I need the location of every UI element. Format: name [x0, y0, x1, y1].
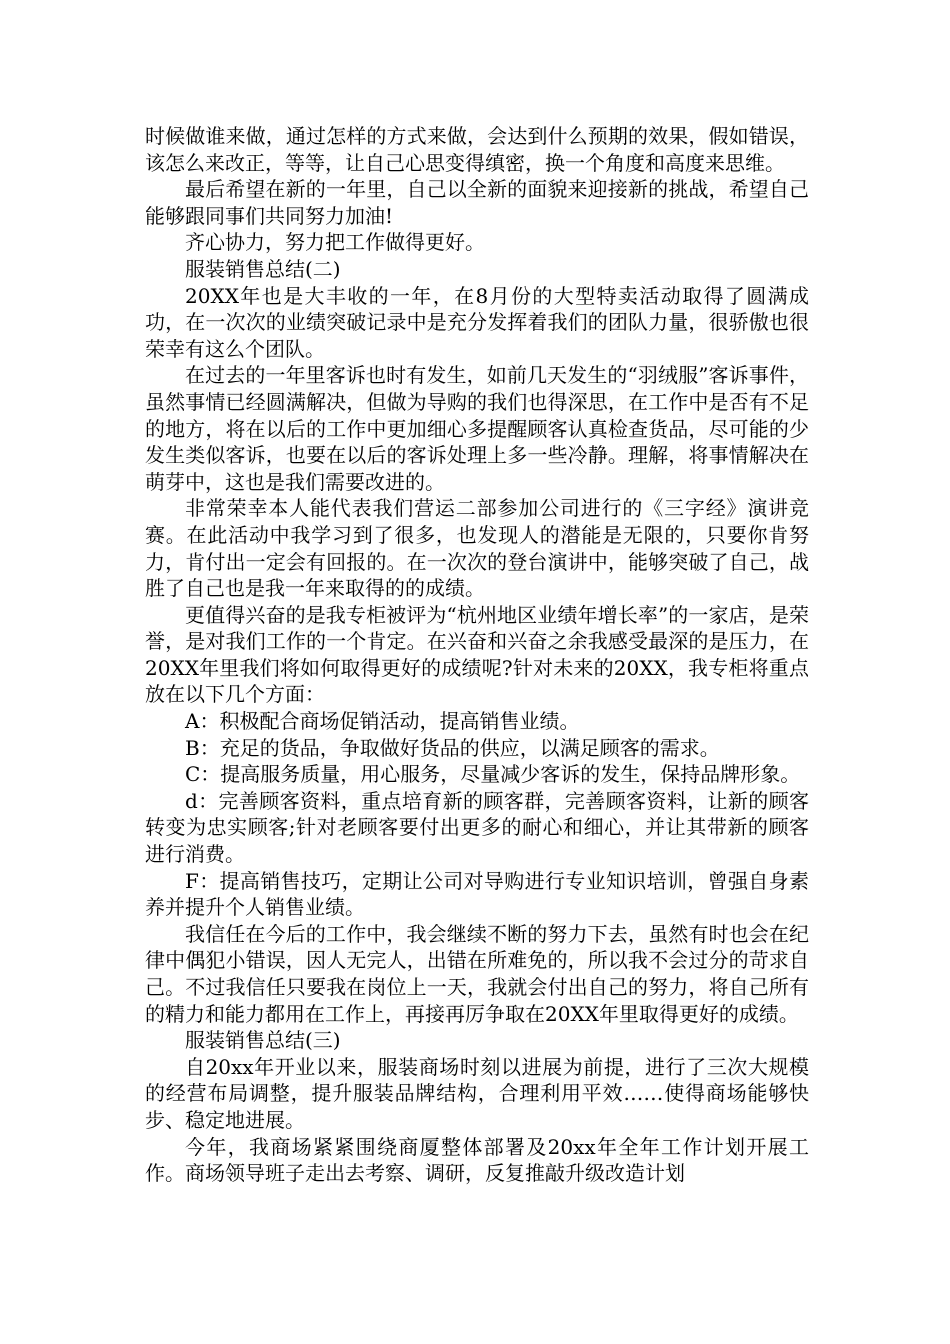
paragraph: 在过去的一年里客诉也时有发生，如前几天发生的“羽绒服”客诉事件，虽然事情已经圆满解决，但做为导购的我们也得深思，在工作中是否有不足的地方，将在以后的工作中更加细心多提醒顾客认真检查货品，尽可能的少发生类似客诉，也要在以后的客诉处理上多一些冷静。理解，将事情解决在萌芽中，这也是我们需要改进的。	[145, 363, 809, 494]
paragraph: 今年，我商场紧紧围绕商厦整体部署及20xx年全年工作计划开展工作。商场领导班子走出去考察、调研，反复推敲升级改造计划	[145, 1134, 809, 1186]
list-item: C：提高服务质量，用心服务，尽量减少客诉的发生，保持品牌形象。	[185, 762, 801, 787]
paragraph: 20XX年也是大丰收的一年，在8月份的大型特卖活动取得了圆满成功，在一次次的业绩突破记录中是充分发挥着我们的团队力量，很骄傲也很荣幸有这么个团队。	[145, 283, 809, 361]
list-item: d：完善顾客资料，重点培育新的顾客群，完善顾客资料，让新的顾客转变为忠实顾客;针对老顾客要付出更多的耐心和细心，并让其带新的顾客进行消费。	[145, 788, 809, 867]
list-item: F：提高销售技巧，定期让公司对导购进行专业知识培训，曾强自身素养并提升个人销售业绩。	[145, 868, 809, 920]
section-heading: 服装销售总结(三)	[185, 1028, 341, 1053]
paragraph: 更值得兴奋的是我专柜被评为“杭州地区业绩年增长率”的一家店，是荣誉，是对我们工作的一个肯定。在兴奋和兴奋之余我感受最深的是压力，在20XX年里我们将如何取得更好的成绩呢?针对未来的20XX，我专柜将重点放在以下几个方面：	[145, 602, 809, 707]
paragraph: 非常荣幸本人能代表我们营运二部参加公司进行的《三字经》演讲竞赛。在此活动中我学习到了很多，也发现人的潜能是无限的，只要你肯努力，肯付出一定会有回报的。在一次次的登台演讲中，能够突破了自己，战胜了自己也是我一年来取得的的成绩。	[145, 496, 809, 601]
section-heading: 服装销售总结(二)	[185, 256, 341, 281]
list-item: A：积极配合商场促销活动，提高销售业绩。	[185, 709, 580, 734]
paragraph: 我信任在今后的工作中，我会继续不断的努力下去，虽然有时也会在纪律中偶犯小错误，因人无完人，出错在所难免的，所以我不会过分的苛求自己。不过我信任只要我在岗位上一天，我就会付出自己的努力，将自己所有的精力和能力都用在工作上，再接再厉争取在20XX年里取得更好的成绩。	[145, 921, 809, 1026]
paragraph: 最后希望在新的一年里，自己以全新的面貌来迎接新的挑战，希望自己能够跟同事们共同努力加油!	[145, 177, 809, 228]
paragraph: 齐心协力，努力把工作做得更好。	[185, 230, 485, 255]
document-body	[145, 123, 809, 1187]
list-item: B：充足的货品，争取做好货品的供应，以满足顾客的需求。	[185, 735, 720, 760]
paragraph-continuation: 时候做谁来做，通过怎样的方式来做，会达到什么预期的效果，假如错误，该怎么来改正，等等，让自己心思变得缜密，换一个角度和高度来思维。	[145, 124, 809, 175]
paragraph: 自20xx年开业以来，服装商场时刻以进展为前提，进行了三次大规模的经营布局调整，提升服装品牌结构，合理利用平效……使得商场能够快步、稳定地进展。	[145, 1054, 809, 1132]
